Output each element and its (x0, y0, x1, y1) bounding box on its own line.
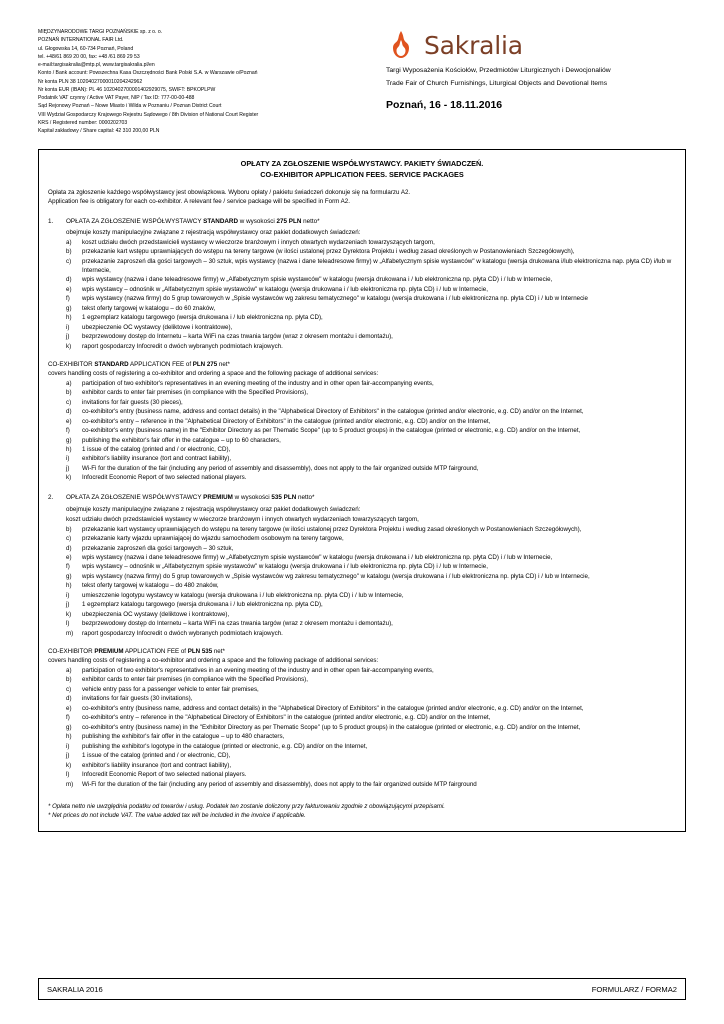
list-text: vehicle entry pass for a passenger vehicle to enter fair premises, (82, 685, 259, 693)
list-item (66, 399, 676, 408)
list-item (66, 743, 676, 752)
company-line: Konto / Bank account: Powszechna Kasa Oszczędności Bank Polski S.A. w Warszawie o/Poznań (38, 70, 258, 77)
list-item (66, 526, 676, 535)
list-marker: b) (66, 525, 72, 533)
list-text: umieszczenie logotypu wystawcy w katalogu (wersja drukowana i / lub elektroniczna np. płyta CD) i / lub w Internecie, (82, 591, 404, 599)
en-heading-package: STANDARD (94, 360, 129, 368)
en-heading-suffix: net* (212, 647, 225, 655)
list-text: Wi-Fi for the duration of the fair (including any period of assembly and disassembly), does not apply to the fair organized outside MTP fairground (82, 780, 477, 788)
list-item (66, 465, 676, 474)
list-text: 1 egzemplarz katalogu targowego (wersja drukowana i / lub elektroniczna np. płyta CD), (82, 314, 323, 322)
document-title-en: CO-EXHIBITOR APPLICATION FEES. SERVICE PACKAGES (260, 170, 464, 180)
list-marker: l) (66, 620, 70, 628)
list-item (66, 333, 676, 342)
section-1-list-pl (48, 239, 676, 352)
list-text: co-exhibitor's entry (business name, address and contact details) in the "Alphabetical Directory of Exhibitors" in the catalogue (printed and/or electronic, e.g. CD) and/or on the Internet, (82, 704, 584, 712)
list-item (66, 258, 676, 276)
list-item (66, 276, 676, 285)
list-text: co-exhibitor's entry – reference in the "Alphabetical Directory of Exhibitors" in the catalogue (printed and/or electronic, e.g. CD) and/or on the Internet, (82, 417, 491, 425)
intro-en: Application fee is obligatory for each co-exhibitor. A relevant fee / service package will be specified in Form A2. (48, 198, 350, 206)
list-text: koszt udziału dwóch przedstawicieli wystawcy w wieczorze branżowym i innych otwartych wydarzeniach towarzyszących targom, (82, 238, 435, 246)
list-item (66, 305, 676, 314)
section-2-title (66, 493, 314, 502)
list-text: publishing the exhibitor's fair offer in the catalogue – up to 60 characters, (82, 436, 281, 444)
list-text: 1 issue of the catalog (printed and / or electronic, CD), (82, 752, 231, 760)
list-item (66, 771, 676, 780)
section-1-heading (48, 217, 676, 226)
list-marker: d) (66, 408, 72, 416)
section-2-number: 2. (48, 494, 54, 502)
list-marker: g) (66, 572, 72, 580)
list-item (66, 582, 676, 591)
brand-row (386, 30, 686, 60)
section-1-en-heading (48, 361, 676, 370)
list-text: wpis wystawcy (nazwa firmy) do 5 grup towarowych w „Spisie wystawców wg zakresu tematycznego" w katalogu (wersja drukowana i / lub elektroniczna np. płyta CD) i / lub w Internecie, (82, 572, 590, 580)
company-details (38, 28, 368, 135)
list-text: Infocredit Economic Report of two selected national players. (82, 474, 247, 482)
section-premium (48, 493, 676, 789)
brand-subtitle-pl: Targi Wyposażenia Kościołów, Przedmiotów Liturgicznych i Dewocjonaliów (386, 67, 611, 74)
section-2-list-pl (48, 526, 676, 639)
list-text: przekazanie kart wstępu uprawniających do wstępu na tereny targowe (w ilości ustalonej przez Dyrektora Projektu i według zasad określonych w Postanowieniach Szczegółowych), (82, 248, 575, 256)
section-1-title-mid: w wysokości (238, 217, 277, 225)
list-marker: f) (66, 295, 70, 303)
list-item (66, 686, 676, 695)
list-item (66, 474, 676, 483)
en-heading-suffix: net* (217, 360, 230, 368)
list-marker: i) (66, 591, 70, 599)
company-line: tel. +48/61 869 20 00, fax: +48 /61 869 29 53 (38, 53, 140, 60)
brand-name: Sakralia (424, 30, 523, 60)
list-text: exhibitor cards to enter fair premises (in compliance with the Specified Provisions), (82, 389, 308, 397)
fair-date: Poznań, 16 - 18.11.2016 (386, 99, 503, 112)
list-text: wpis wystawcy (nazwa i dane teleadresowe firmy) w „Alfabetycznym spisie wystawców" w katalogu (wersja drukowana i / lub elektroniczna np. płyta CD) i / lub w Internecie, (82, 553, 553, 561)
list-marker: k) (66, 342, 72, 350)
flame-icon (386, 30, 416, 60)
list-item (66, 455, 676, 464)
list-marker: a) (66, 238, 72, 246)
en-heading-price: PLN 535 (187, 647, 213, 655)
intro-pl: Opłata za zgłoszenie każdego współwystawcy jest obowiązkowa. Wyboru opłaty / pakietu świadczeń dokonuje się na formularzu A2. (48, 189, 411, 197)
section-2-title-mid: w wysokości (232, 494, 272, 502)
list-text: tekst oferty targowej w katalogu – do 480 znaków, (82, 582, 219, 590)
list-marker: i) (66, 742, 70, 750)
list-text: 1 issue of the catalog (printed and / or electronic, CD), (82, 446, 231, 453)
company-line: Sąd Rejonowy Poznań – Nowe Miasto i Wilda w Poznaniu / Poznan District Court (38, 103, 222, 110)
list-text: invitations for fair guests (30 invitations), (82, 695, 193, 703)
intro-block (48, 188, 676, 207)
list-text: exhibitor cards to enter fair premises (in compliance with the Specified Provisions), (82, 676, 308, 684)
list-item (66, 601, 676, 610)
list-text: Infocredit Economic Report of two selected national players. (82, 771, 247, 779)
en-heading-mid: APPLICATION FEE of (123, 647, 188, 655)
list-text: exhibitor's liability insurance (tort and contract liability), (82, 761, 232, 769)
company-line: Nr konta PLN 38 10204027000010204242962 (38, 78, 143, 85)
list-marker: b) (66, 676, 72, 684)
list-text: participation of two exhibitor's representatives in an evening meeting of the industry and in other open fair-accompanying events, (82, 666, 434, 674)
list-marker: j) (66, 464, 70, 472)
company-line: Nr konta EUR (IBAN): PL 46 1020402700001402929075, SWIFT: BPKOPLPW (38, 86, 216, 93)
section-1-price: 275 PLN (276, 217, 302, 225)
list-text: exhibitor's liability insurance (tort and contract liability), (82, 455, 232, 463)
list-item (66, 295, 676, 304)
list-item (66, 630, 676, 639)
company-line: MIĘDZYNARODOWE TARGI POZNAŃSKIE sp. z o. o. (38, 29, 163, 35)
list-text: Wi-Fi for the duration of the fair (including any period of assembly and disassembly), does not apply to the fair organized outside MTP fairground, (82, 464, 479, 472)
document-title-pl: OPŁATY ZA ZGŁOSZENIE WSPÓŁWYSTAWCY. PAKIETY ŚWIADCZEŃ. (240, 159, 484, 169)
list-text: raport gospodarczy Infocredit o dwóch wybranych podmiotach krajowych. (82, 342, 283, 350)
section-1-title-package: STANDARD (203, 217, 239, 225)
list-marker: c) (66, 257, 72, 265)
list-marker: g) (66, 723, 72, 731)
list-item (66, 554, 676, 563)
list-text: wpis wystawcy (nazwa i dane teleadresowe firmy) w „Alfabetycznym spisie wystawców" w katalogu (wersja drukowana i / lub elektroniczna np. płyta CD) i / lub w Internecie, (82, 276, 553, 284)
section-2-list-en (48, 667, 676, 790)
company-line: Kapitał zakładowy / Share capital: 42 310 200,00 PLN (38, 128, 160, 134)
list-item (66, 563, 676, 572)
list-marker: h) (66, 446, 72, 453)
company-line: VIII Wydział Gospodarczy Krajowego Rejestru Sądowego / 8th Division of National Court Register (38, 111, 259, 118)
list-text: bezprzewodowy dostęp do Internetu – karta WiFi na czas trwania targów (wraz z okresem montażu i demontażu), (82, 333, 393, 341)
list-marker: g) (66, 304, 72, 312)
document-header (38, 28, 686, 135)
list-item (66, 408, 676, 417)
list-marker: h) (66, 314, 72, 322)
en-heading-package: PREMIUM (94, 647, 124, 655)
list-item (66, 676, 676, 685)
list-marker: c) (66, 398, 72, 406)
list-marker: c) (66, 685, 72, 693)
list-text: bezprzewodowy dostęp do Internetu – karta WiFi na czas trwania targów (wraz z okresem montażu i demontażu), (82, 620, 393, 628)
list-marker: k) (66, 610, 72, 618)
list-marker: m) (66, 780, 74, 788)
list-text: co-exhibitor's entry (business name) in the "Exhibitor Directory as per Thematic Scope" (up to 5 product groups) in the catalogue (printed or electronic, e.g. CD) and/or on the Internet, (82, 723, 581, 731)
section-standard (48, 217, 676, 484)
section-2-title-suffix: netto* (296, 494, 315, 502)
en-heading-mid: APPLICATION FEE of (128, 360, 193, 368)
list-marker: k) (66, 474, 72, 482)
company-line: e-mail:targisakralia@mtp.pl, www.targisakralia.pl/en (38, 62, 155, 68)
list-item (66, 286, 676, 295)
section-2-en-lead: covers handling costs of registering a co-exhibitor and ordering a space and the following package of additional services: (48, 656, 379, 664)
document-title (48, 159, 676, 181)
list-marker: g) (66, 436, 72, 444)
list-item (66, 389, 676, 398)
en-heading-prefix: CO-EXHIBITOR (48, 647, 95, 655)
list-text: publishing the exhibitor's fair offer in the catalogue – up to 480 characters, (82, 733, 285, 741)
list-text: wpis wystawcy – odnośnik w „Alfabetycznym spisie wystawców" w katalogu (wersja drukowana i / lub elektroniczna np. płyta CD) i / lub w Internecie, (82, 285, 488, 293)
list-marker: k) (66, 761, 72, 769)
list-item (66, 667, 676, 676)
list-text: co-exhibitor's entry (business name) in the "Exhibitor Directory as per Thematic Scope" (up to 5 product groups) in the catalogue (printed or electronic, e.g. CD) and/or on the Internet, (82, 427, 581, 435)
list-text: 1 egzemplarz katalogu targowego (wersja drukowana i / lub elektroniczna np. płyta CD), (82, 601, 323, 609)
list-item (66, 437, 676, 446)
section-1-lead: obejmuje koszty manipulacyjne związane z rejestracją współwystawcy oraz pakiet dodatkowych świadczeń: (66, 228, 361, 236)
section-2-en-heading (48, 648, 676, 657)
section-2-title-package: PREMIUM (203, 494, 233, 502)
list-marker: d) (66, 544, 72, 552)
list-item (66, 239, 676, 248)
list-marker: e) (66, 553, 72, 561)
list-item (66, 620, 676, 629)
list-text: wpis wystawcy (nazwa firmy) do 5 grup towarowych w „Spisie wystawców wg zakresu tematycznego" w katalogu (wersja drukowana i / lub elektroniczna np. płyta CD) i / lub w Internecie (82, 295, 588, 303)
list-item (66, 380, 676, 389)
list-item (66, 611, 676, 620)
section-2-price: 535 PLN (271, 494, 297, 502)
list-item (66, 705, 676, 714)
list-marker: f) (66, 427, 70, 435)
list-item (66, 781, 676, 790)
list-text: przekazanie zaproszeń dla gości targowych – 30 sztuk, (82, 544, 234, 552)
list-item (66, 248, 676, 257)
en-heading-price: PLN 275 (192, 360, 218, 368)
list-item (66, 724, 676, 733)
list-item (66, 752, 676, 761)
list-text: co-exhibitor's entry (business name, address and contact details) in the "Alphabetical Directory of Exhibitors" in the catalogue (printed and/or electronic, e.g. CD) and/or on the Internet, (82, 408, 584, 416)
list-marker: h) (66, 582, 72, 590)
footer-fair-name: SAKRALIA 2016 (47, 984, 103, 994)
list-text: przekazanie karty wjazdu uprawniającej do wjazdu samochodem osobowym na tereny targowe, (82, 535, 344, 543)
section-2-heading (48, 493, 676, 502)
list-item (66, 418, 676, 427)
section-1-title-suffix: netto* (301, 217, 320, 225)
list-marker: b) (66, 248, 72, 256)
list-marker: m) (66, 629, 74, 637)
brand-block (386, 28, 686, 111)
footnote-en: * Net prices do not include VAT. The value added tax will be included in the invoice if applicable. (48, 812, 306, 820)
list-text: tekst oferty targowej w katalogu – do 60 znaków, (82, 304, 216, 312)
list-marker: l) (66, 771, 70, 779)
list-marker: a) (66, 666, 72, 674)
list-item (66, 733, 676, 742)
list-marker: e) (66, 417, 72, 425)
list-marker: a) (66, 379, 72, 387)
document-footer (38, 978, 686, 1000)
list-marker: d) (66, 276, 72, 284)
section-2-title-prefix: OPŁATA ZA ZGŁOSZENIE WSPÓŁWYSTAWCY (66, 494, 204, 502)
company-line: ul. Głogowska 14, 60-734 Poznań, Poland (38, 45, 134, 52)
section-1-list-en (48, 380, 676, 484)
section-2-lead-2: koszt udziału dwóch przedstawicieli wystawcy w wieczorze branżowym i innych otwartych wydarzeniach towarzyszących targom, (66, 515, 419, 523)
list-item (66, 343, 676, 352)
list-text: wpis wystawcy – odnośnik w „Alfabetycznym spisie wystawców" w katalogu (wersja drukowana i / lub elektroniczna np. płyta CD) i / lub w Internecie, (82, 563, 488, 571)
list-text: ubezpieczenie OC wystawcy (deliktowe i kontraktowe), (82, 323, 233, 331)
footnotes (48, 802, 676, 822)
list-text: co-exhibitor's entry – reference in the "Alphabetical Directory of Exhibitors" in the catalogue (printed and/or electronic, e.g. CD) and/or on the Internet, (82, 714, 491, 722)
list-item (66, 314, 676, 323)
company-line: Podatnik VAT czynny / Active VAT Payer, NIP / Tax ID: 777-00-00-488 (38, 95, 195, 101)
list-text: publishing the exhibitor's logotype in the catalogue (printed or electronic, e.g. CD) and/or on the Internet, (82, 742, 368, 750)
list-item (66, 592, 676, 601)
document-body (38, 28, 686, 832)
list-text: ubezpieczenia OC wystawy (deliktowe i kontraktowe), (82, 610, 230, 618)
list-marker: f) (66, 714, 70, 722)
list-marker: e) (66, 285, 72, 293)
brand-subtitle-en: Trade Fair of Church Furnishings, Liturgical Objects and Devotional Items (386, 79, 608, 87)
list-text: invitations for fair guests (30 pieces), (82, 398, 183, 406)
list-text: przekazanie zaproszeń dla gości targowych – 30 sztuk, wpis wystawcy (nazwa i dane teleadresowe firmy) w „Alfabetycznym spisie wystawców" w katalogu (wersja drukowana i/lub elektroniczna nap. płyta CD) i/lub w Internecie, (82, 257, 672, 274)
list-item (66, 545, 676, 554)
list-item (66, 714, 676, 723)
en-heading-prefix: CO-EXHIBITOR (48, 360, 95, 368)
list-item (66, 324, 676, 333)
company-line: KRS / Registered number: 0000202703 (38, 119, 128, 126)
footer-form-id: FORMULARZ / FORMA2 (591, 984, 677, 994)
list-text: participation of two exhibitor's representatives in an evening meeting of the industry and in other open fair-accompanying events, (82, 379, 434, 387)
list-marker: h) (66, 733, 72, 741)
list-marker: i) (66, 455, 70, 463)
list-item (66, 535, 676, 544)
content-frame (38, 149, 686, 832)
section-1-title (66, 217, 320, 226)
list-text: raport gospodarczy Infocredit o dwóch wybranych podmiotach krajowych. (82, 629, 283, 637)
list-item (66, 573, 676, 582)
list-marker: c) (66, 535, 72, 543)
list-marker: j) (66, 333, 70, 341)
list-marker: e) (66, 704, 72, 712)
company-line: POZNAŃ INTERNATIONAL FAIR Ltd. (38, 37, 124, 44)
list-text: przekazanie kart wystawcy uprawniających do wstępu na tereny targowe (w ilości ustalonej przez Dyrektora Projektu i według zasad określonych w Postanowieniach Szczegółowych), (82, 525, 582, 533)
list-marker: j) (66, 752, 70, 760)
list-marker: b) (66, 389, 72, 397)
list-marker: f) (66, 563, 70, 571)
list-item (66, 446, 676, 455)
list-item (66, 427, 676, 436)
section-2-lead: obejmuje koszty manipulacyjne związane z rejestracją współwystawcy oraz pakiet dodatkowych świadczeń: (66, 505, 361, 513)
list-marker: j) (66, 601, 70, 609)
list-item (66, 762, 676, 771)
section-1-title-prefix: OPŁATA ZA ZGŁOSZENIE WSPÓŁWYSTAWCY (66, 217, 204, 225)
section-1-number: 1. (48, 217, 54, 225)
list-marker: i) (66, 323, 70, 331)
footnote-pl: * Opłata netto nie uwzględnia podatku od towarów i usług. Podatek ten zostanie doliczony przy fakturowaniu zgodnie z obowiązującymi przepisami. (48, 802, 445, 810)
list-item (66, 695, 676, 704)
section-1-en-lead: covers handling costs of registering a co-exhibitor and ordering a space and the following package of additional services: (48, 369, 379, 377)
list-marker: d) (66, 695, 72, 703)
